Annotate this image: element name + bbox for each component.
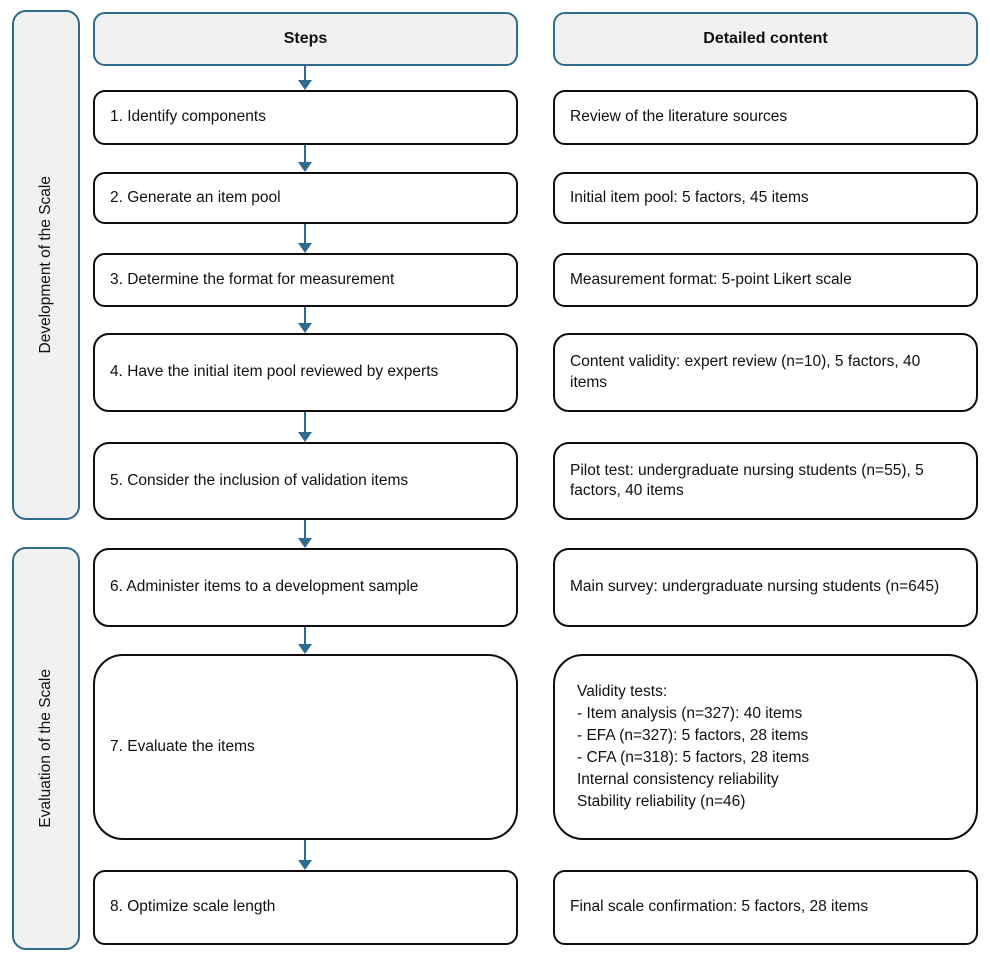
detail-box-1: Review of the literature sources [553,90,978,145]
phase-development-label: Development of the Scale [36,176,54,354]
step-box-6: 6. Administer items to a development sample [93,548,518,627]
phase-evaluation-label: Evaluation of the Scale [36,669,54,828]
arrow-down-icon [298,538,312,548]
detail-7-line: - EFA (n=327): 5 factors, 28 items [577,727,809,744]
step-box-5: 5. Consider the inclusion of validation items [93,442,518,520]
arrow-step6-to-step7 [298,627,312,654]
detail-7-line: Validity tests: [577,683,668,700]
arrow-step7-to-step8 [298,840,312,870]
arrow-step5-to-step6 [298,520,312,548]
arrow-step4-to-step5 [298,412,312,442]
detail-7-line: Stability reliability (n=46) [577,793,746,810]
step-box-4: 4. Have the initial item pool reviewed by experts [93,333,518,412]
steps-column-header: Steps [93,12,518,66]
detail-box-5: Pilot test: undergraduate nursing students (n=55), 5 factors, 40 items [553,442,978,520]
arrow-step2-to-step3 [298,224,312,253]
detail-box-4: Content validity: expert review (n=10), 5 factors, 40 items [553,333,978,412]
detail-7-line: Internal consistency reliability [577,771,779,788]
step-box-7: 7. Evaluate the items [93,654,518,840]
arrow-step3-to-step4 [298,307,312,333]
arrow-header-to-step1 [298,66,312,90]
detail-box-6: Main survey: undergraduate nursing students (n=645) [553,548,978,627]
step-box-2: 2. Generate an item pool [93,172,518,224]
phase-evaluation-sidebar [12,547,80,950]
arrow-down-icon [298,432,312,442]
arrow-down-icon [298,80,312,90]
step-box-1: 1. Identify components [93,90,518,145]
arrow-down-icon [298,644,312,654]
arrow-down-icon [298,323,312,333]
step-box-8: 8. Optimize scale length [93,870,518,945]
detail-box-8: Final scale confirmation: 5 factors, 28 items [553,870,978,945]
phase-development-sidebar [12,10,80,520]
details-column-header: Detailed content [553,12,978,66]
detail-box-2: Initial item pool: 5 factors, 45 items [553,172,978,224]
detail-7-line: - Item analysis (n=327): 40 items [577,705,803,722]
step-box-3: 3. Determine the format for measurement [93,253,518,307]
detail-7-line: - CFA (n=318): 5 factors, 28 items [577,749,810,766]
arrow-step1-to-step2 [298,145,312,172]
detail-box-7 [553,654,978,840]
arrow-down-icon [298,243,312,253]
detail-box-3: Measurement format: 5-point Likert scale [553,253,978,307]
arrow-down-icon [298,860,312,870]
arrow-down-icon [298,162,312,172]
